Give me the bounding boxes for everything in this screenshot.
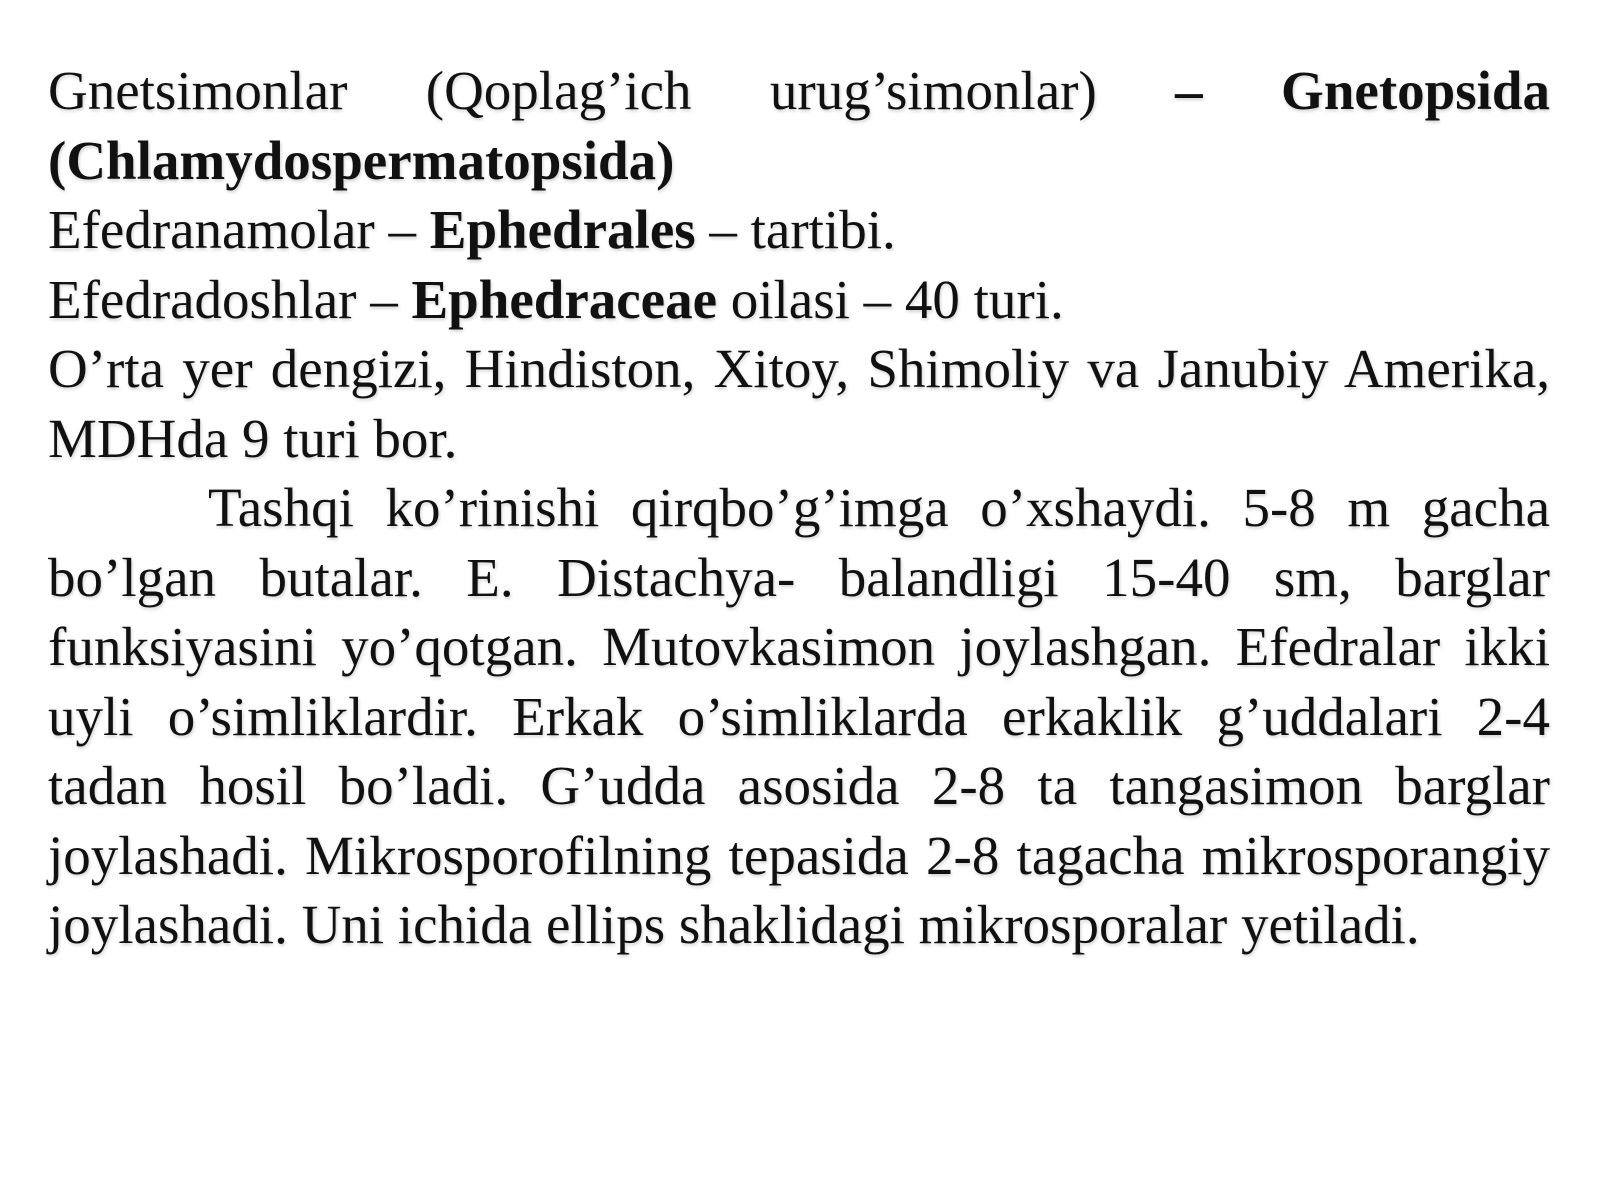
description-paragraph: Tashqi ko’rinishi qirqbo’g’imga o’xshaydi. 5-8 m gacha bo’lgan butalar. E. Distachya- balandligi 15-40 sm, barglar funksiyasini yo’qotgan. Mutovkasimon joylashgan. Efedralar ikki uyli o’simliklardir. Erkak o’simliklarda erkaklik g’uddalari 2-4 tadan hosil bo’ladi. G’udda asosida 2-8 ta tangasimon barglar joylashadi. Mikrosporofilning tepasida 2-8 tagacha mikrosporangiy joylashadi. Uni ichida ellips shaklidagi mikrosporalar yetiladi. [48, 477, 1550, 955]
heading-latin-name: – Gnetopsida (Chlamydospermatopsida) [48, 60, 1550, 191]
heading-text: Gnetsimonlar (Qoplag’ich urug’simonlar) [48, 60, 1176, 121]
order-paragraph [48, 195, 1550, 265]
family-prefix: Efedradoshlar – [48, 268, 412, 330]
family-latin-name: Ephedraceae [411, 268, 717, 330]
order-suffix: – tartibi. [695, 199, 896, 260]
heading-paragraph [48, 56, 1550, 195]
order-latin-name: Ephedrales [429, 199, 696, 260]
family-paragraph [48, 265, 1550, 335]
family-suffix: oilasi – 40 turi. [716, 268, 1064, 330]
order-prefix: Efedranamolar – [48, 199, 430, 260]
distribution-paragraph: O’rta yer dengizi, Hindiston, Xitoy, Shimoliy va Janubiy Amerika, MDHda 9 turi bor. [48, 338, 1550, 469]
slide-text-body [48, 56, 1550, 960]
